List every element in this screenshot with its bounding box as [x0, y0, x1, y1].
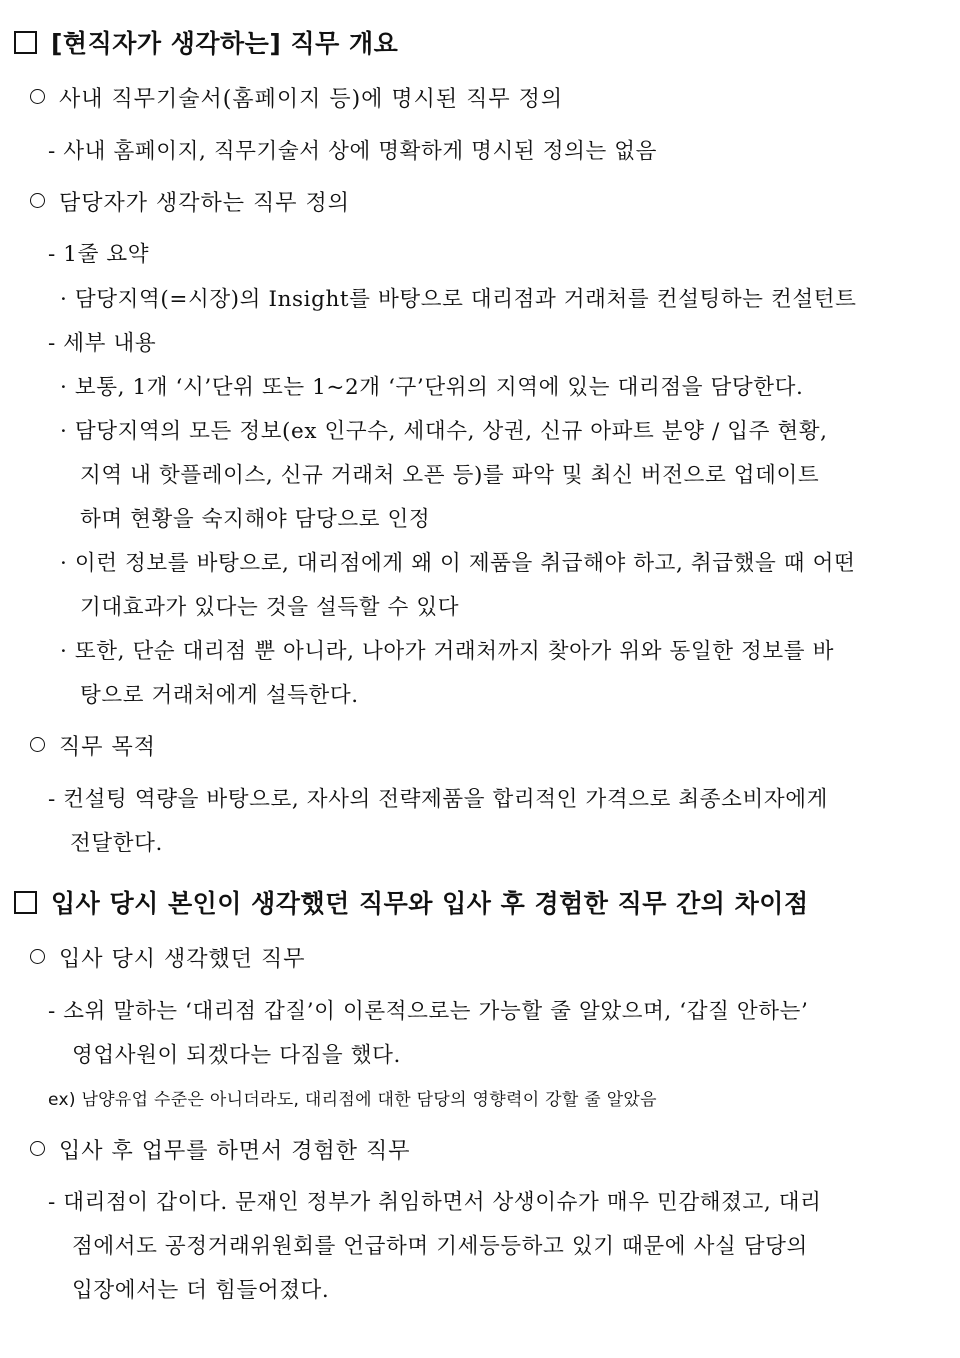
purpose-line2: 전달한다. [70, 831, 163, 856]
detail-item-2-line2: 지역 내 핫플레이스, 신규 거래처 오픈 등)를 파악 및 최신 버전으로 업데이트 [80, 463, 820, 488]
detail-item-2-line1: · 담당지역의 모든 정보(ex 인구수, 세대수, 상권, 신규 아파트 분양 / 입주 현황, [60, 419, 828, 444]
section1-item2-label-text: 담당자가 생각하는 직무 정의 [59, 191, 351, 216]
section1-item3-label [30, 730, 156, 761]
section1-heading [14, 24, 398, 60]
summary-heading: - 1줄 요약 [48, 242, 150, 267]
section1-item1-label-text: 사내 직무기술서(홈페이지 등)에 명시된 직무 정의 [59, 87, 564, 112]
experience-line2: 점에서도 공정거래위원회를 언급하며 기세등등하고 있기 때문에 사실 담당의 [72, 1234, 808, 1259]
detail-item-4-line2: 탕으로 거래처에게 설득한다. [80, 683, 359, 708]
detail-heading: - 세부 내용 [48, 331, 157, 356]
circle-bullet-icon [30, 89, 45, 104]
section2-heading-text: 입사 당시 본인이 생각했던 직무와 입사 후 경험한 직무 간의 차이점 [51, 889, 809, 918]
example-note: ex) 남양유업 수준은 아니더라도, 대리점에 대한 담당의 영향력이 강할 줄 알았음 [48, 1090, 657, 1110]
section2-item1-label [30, 942, 306, 973]
detail-item-4-line1: · 또한, 단순 대리점 뿐 아니라, 나아가 거래처까지 찾아가 위와 동일한 정보를 바 [60, 639, 834, 664]
section2-item2-label-text: 입사 후 업무를 하면서 경험한 직무 [59, 1139, 411, 1164]
purpose-line1: - 컨설팅 역량을 바탕으로, 자사의 전략제품을 합리적인 가격으로 최종소비자에게 [48, 787, 828, 812]
checkbox-square-icon [14, 891, 37, 914]
circle-bullet-icon [30, 193, 45, 208]
detail-item-3-line1: · 이런 정보를 바탕으로, 대리점에게 왜 이 제품을 취급해야 하고, 취급했을 때 어떤 [60, 551, 856, 576]
experience-line1: - 대리점이 갑이다. 문재인 정부가 취임하면서 상생이슈가 매우 민감해졌고, 대리 [48, 1190, 822, 1215]
section1-heading-text: [현직자가 생각하는] 직무 개요 [51, 29, 399, 58]
detail-item-3-line2: 기대효과가 있다는 것을 설득할 수 있다 [80, 595, 460, 620]
section2-item1-label-text: 입사 당시 생각했던 직무 [59, 947, 306, 972]
summary-text: · 담당지역(=시장)의 Insight를 바탕으로 대리점과 거래처를 컨설팅하는 컨설턴트 [60, 287, 857, 312]
detail-item-1: · 보통, 1개 ‘시’단위 또는 1~2개 ‘구’단위의 지역에 있는 대리점을 담당한다. [60, 375, 804, 400]
section1-item1-label [30, 82, 563, 113]
circle-bullet-icon [30, 737, 45, 752]
circle-bullet-icon [30, 1141, 45, 1156]
detail-item-2-line3: 하며 현황을 숙지해야 담당으로 인정 [80, 507, 431, 532]
circle-bullet-icon [30, 949, 45, 964]
expectation-line2: 영업사원이 되겠다는 다짐을 했다. [72, 1043, 401, 1068]
section1-item3-label-text: 직무 목적 [59, 735, 157, 760]
expectation-line1: - 소위 말하는 ‘대리점 갑질’이 이론적으로는 가능할 줄 알았으며, ‘갑질 안하는’ [48, 999, 809, 1024]
checkbox-square-icon [14, 31, 37, 54]
section1-item1-bullet: - 사내 홈페이지, 직무기술서 상에 명확하게 명시된 정의는 없음 [48, 139, 657, 164]
section2-heading [14, 884, 809, 920]
section1-item2-label [30, 186, 350, 217]
experience-line3: 입장에서는 더 힘들어졌다. [72, 1278, 330, 1303]
section2-item2-label [30, 1134, 411, 1165]
